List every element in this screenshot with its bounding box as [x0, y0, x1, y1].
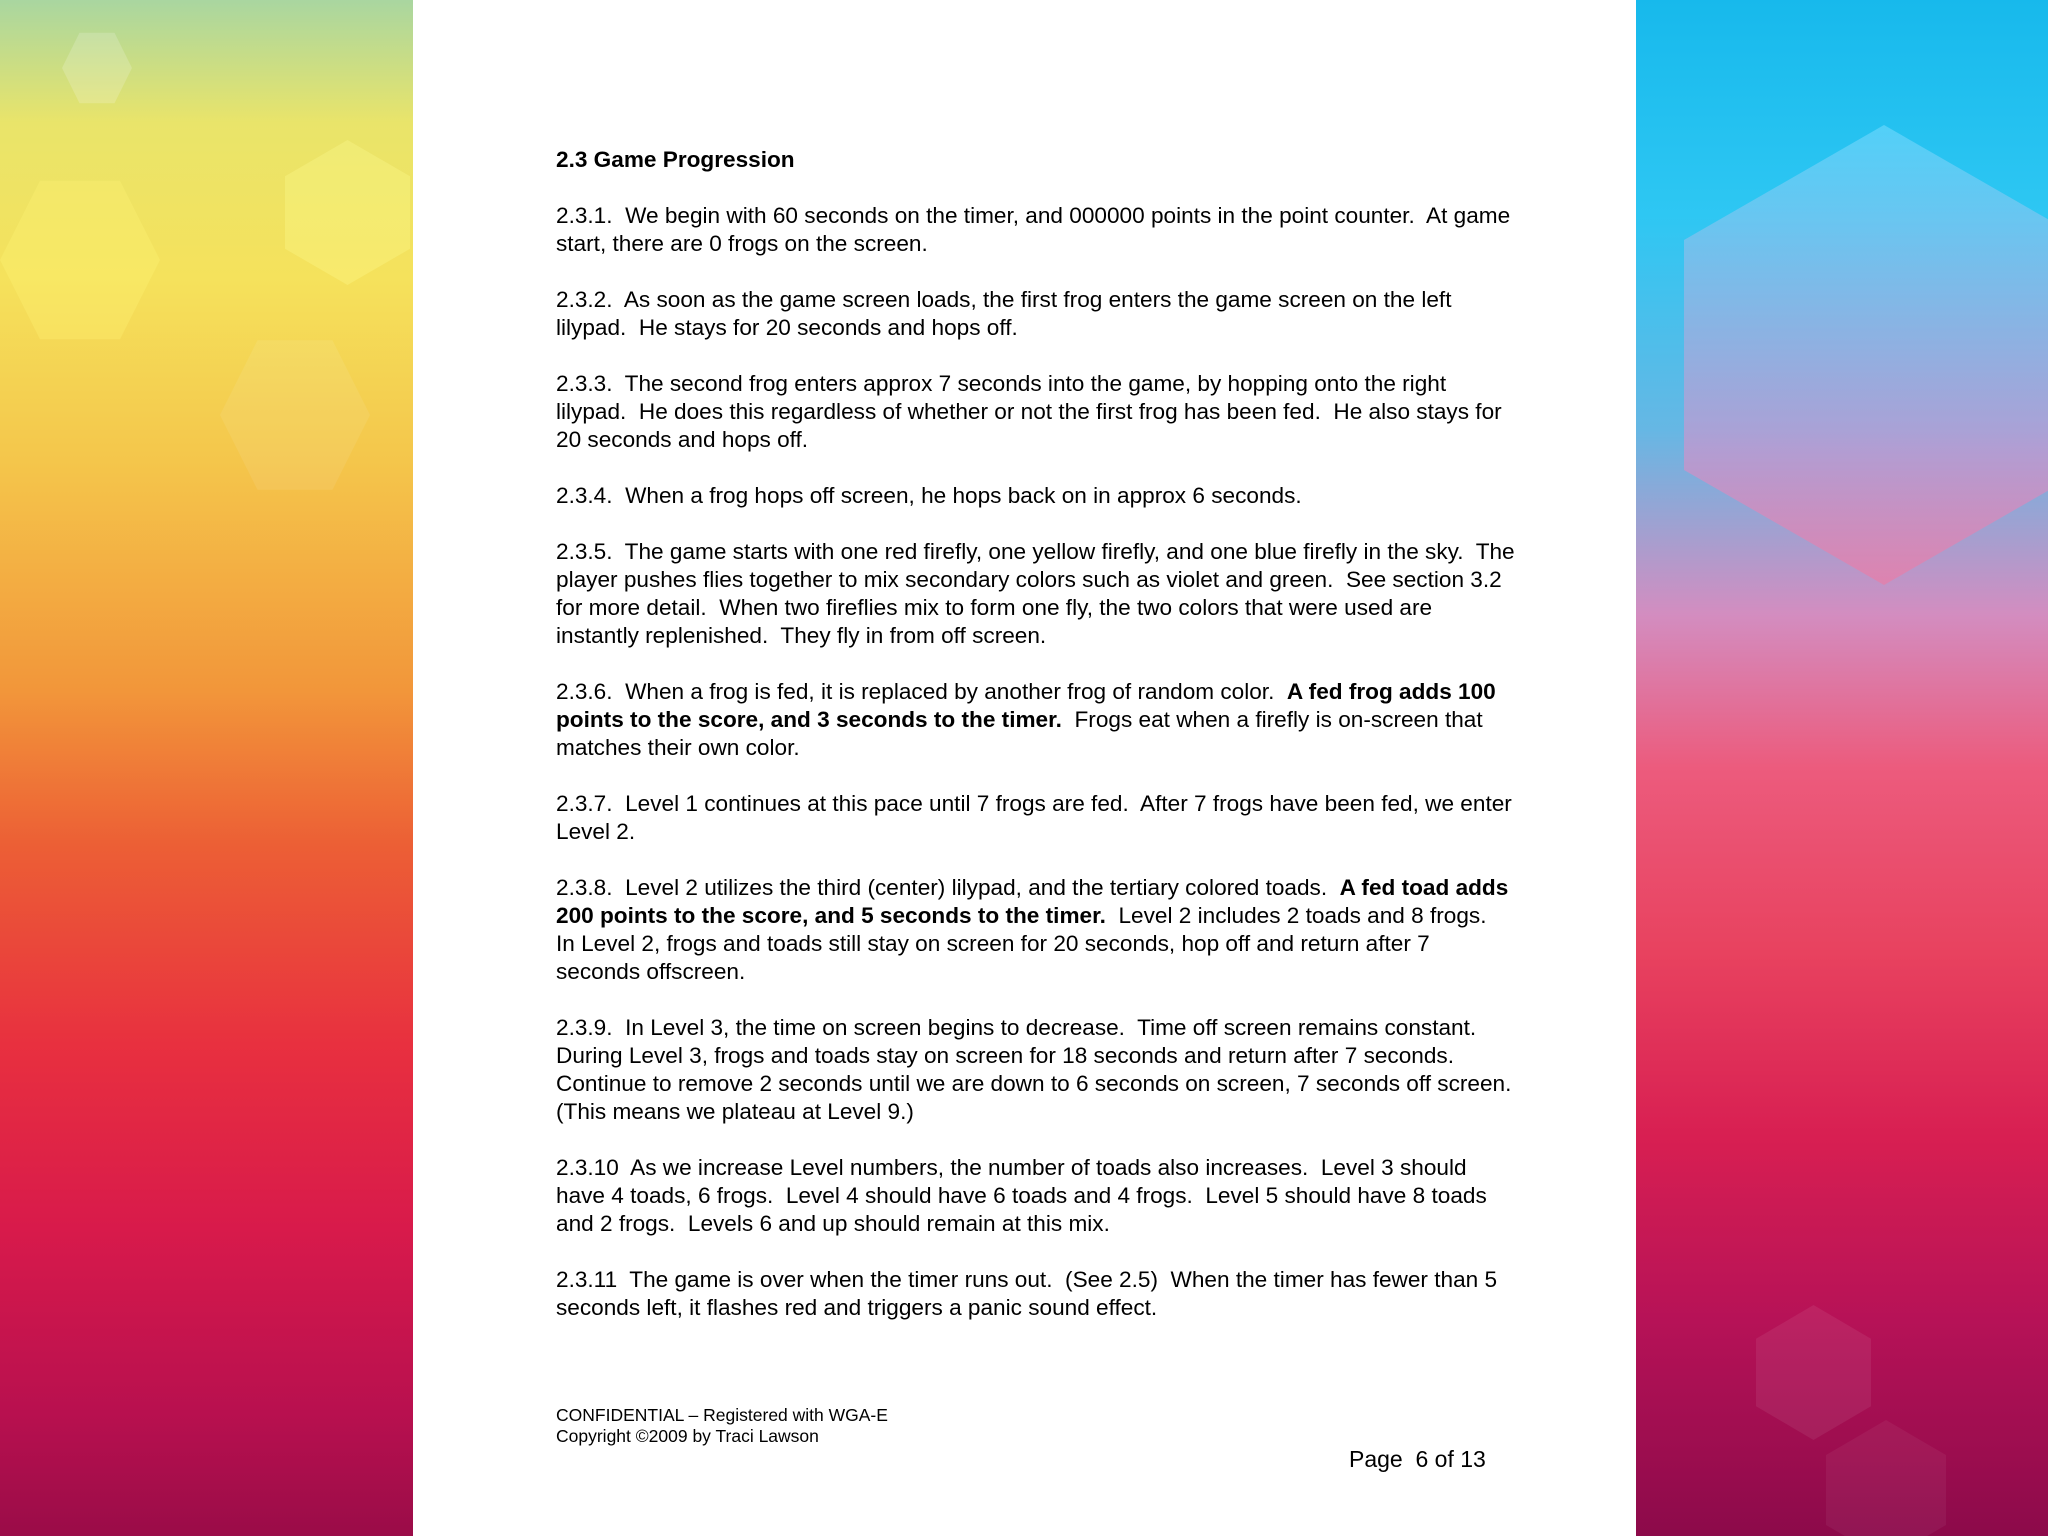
paragraph-2-3-8: [556, 874, 1516, 986]
hexagon-decoration: [0, 170, 160, 350]
paragraph-text: 2.3.10 As we increase Level numbers, the number of toads also increases. Level 3 should have 4 toads, 6 frogs. Level 4 should have 6 toads and 4 frogs. Level 5 should have 8 toads and 2 frogs. Levels 6 and up should remain at this mix.: [556, 1155, 1494, 1236]
paragraph-2-3-1: [556, 202, 1516, 258]
paragraph-2-3-7: [556, 790, 1519, 846]
paragraph-2-3-3: [556, 370, 1516, 454]
document-page: [413, 0, 1636, 1536]
hexagon-decoration: [220, 330, 370, 500]
paragraph-2-3-9: [556, 1014, 1524, 1126]
paragraph-text: 2.3.6. When a frog is fed, it is replaced by another frog of random color.: [556, 679, 1287, 704]
paragraph-2-3-10: [556, 1154, 1516, 1238]
paragraph-text: 2.3.7. Level 1 continues at this pace until 7 frogs are fed. After 7 frogs have been fed, we enter Level 2.: [556, 791, 1519, 844]
hexagon-decoration: [1756, 1305, 1871, 1440]
left-background-panel: [0, 0, 413, 1536]
paragraph-list: [556, 202, 1524, 1322]
bold-text: A fed toad adds 200 points to the score, and 5 seconds to the timer.: [556, 875, 1515, 928]
paragraph-text: Frogs eat when a firefly is on-screen that matches their own color.: [556, 707, 1489, 760]
paragraph-text: 2.3.4. When a frog hops off screen, he hops back on in approx 6 seconds.: [556, 483, 1302, 508]
hexagon-decoration: [62, 28, 132, 108]
section-heading: 2.3 Game Progression: [556, 147, 795, 172]
paragraph-text: 2.3.2. As soon as the game screen loads, the first frog enters the game screen on the left lilypad. He stays for 20 seconds and hops off.: [556, 287, 1458, 340]
footer-notice: [556, 1405, 888, 1447]
paragraph-2-3-11: [556, 1266, 1516, 1322]
paragraph-2-3-2: [556, 286, 1516, 342]
document-body: [556, 146, 1524, 1350]
bold-text: A fed frog adds 100 points to the score, and 3 seconds to the timer.: [556, 679, 1503, 732]
hexagon-decoration: [1826, 1420, 1946, 1536]
right-background-panel: [1636, 0, 2048, 1536]
paragraph-text: 2.3.8. Level 2 utilizes the third (center) lilypad, and the tertiary colored toads.: [556, 875, 1340, 900]
paragraph-2-3-6: [556, 678, 1516, 762]
paragraph-text: 2.3.5. The game starts with one red firefly, one yellow firefly, and one blue firefly in the sky. The player pushes flies together to mix secondary colors such as violet and green. See section 3.2 for more detail. When two fireflies mix to form one fly, the two colors that were used are instantly replenished. They fly in from off screen.: [556, 539, 1521, 648]
hexagon-decoration: [285, 140, 410, 285]
copyright-notice: Copyright ©2009 by Traci Lawson: [556, 1426, 819, 1446]
paragraph-text: 2.3.11 The game is over when the timer runs out. (See 2.5) When the timer has fewer than 5 seconds left, it flashes red and triggers a panic sound effect.: [556, 1267, 1504, 1320]
paragraph-text: 2.3.9. In Level 3, the time on screen begins to decrease. Time off screen remains constant. During Level 3, frogs and toads stay on screen for 18 seconds and return after 7 seconds. Continue to remove 2 seconds until we are down to 6 seconds on screen, 7 seconds off screen. (This means we plateau at Level 9.): [556, 1015, 1524, 1124]
paragraph-2-3-5: [556, 538, 1521, 650]
page-number: Page 6 of 13: [1349, 1446, 1486, 1472]
paragraph-text: 2.3.3. The second frog enters approx 7 seconds into the game, by hopping onto the right lilypad. He does this regardless of whether or not the first frog has been fed. He also stays for 20 seconds and hops off.: [556, 371, 1508, 452]
hexagon-decoration: [1684, 125, 2048, 585]
confidential-notice: CONFIDENTIAL – Registered with WGA-E: [556, 1405, 888, 1425]
paragraph-text: Level 2 includes 2 toads and 8 frogs. In Level 2, frogs and toads still stay on screen for 20 seconds, hop off and return after 7 seconds offscreen.: [556, 903, 1500, 984]
paragraph-text: 2.3.1. We begin with 60 seconds on the timer, and 000000 points in the point counter. At game start, there are 0 frogs on the screen.: [556, 203, 1517, 256]
paragraph-2-3-4: [556, 482, 1516, 510]
